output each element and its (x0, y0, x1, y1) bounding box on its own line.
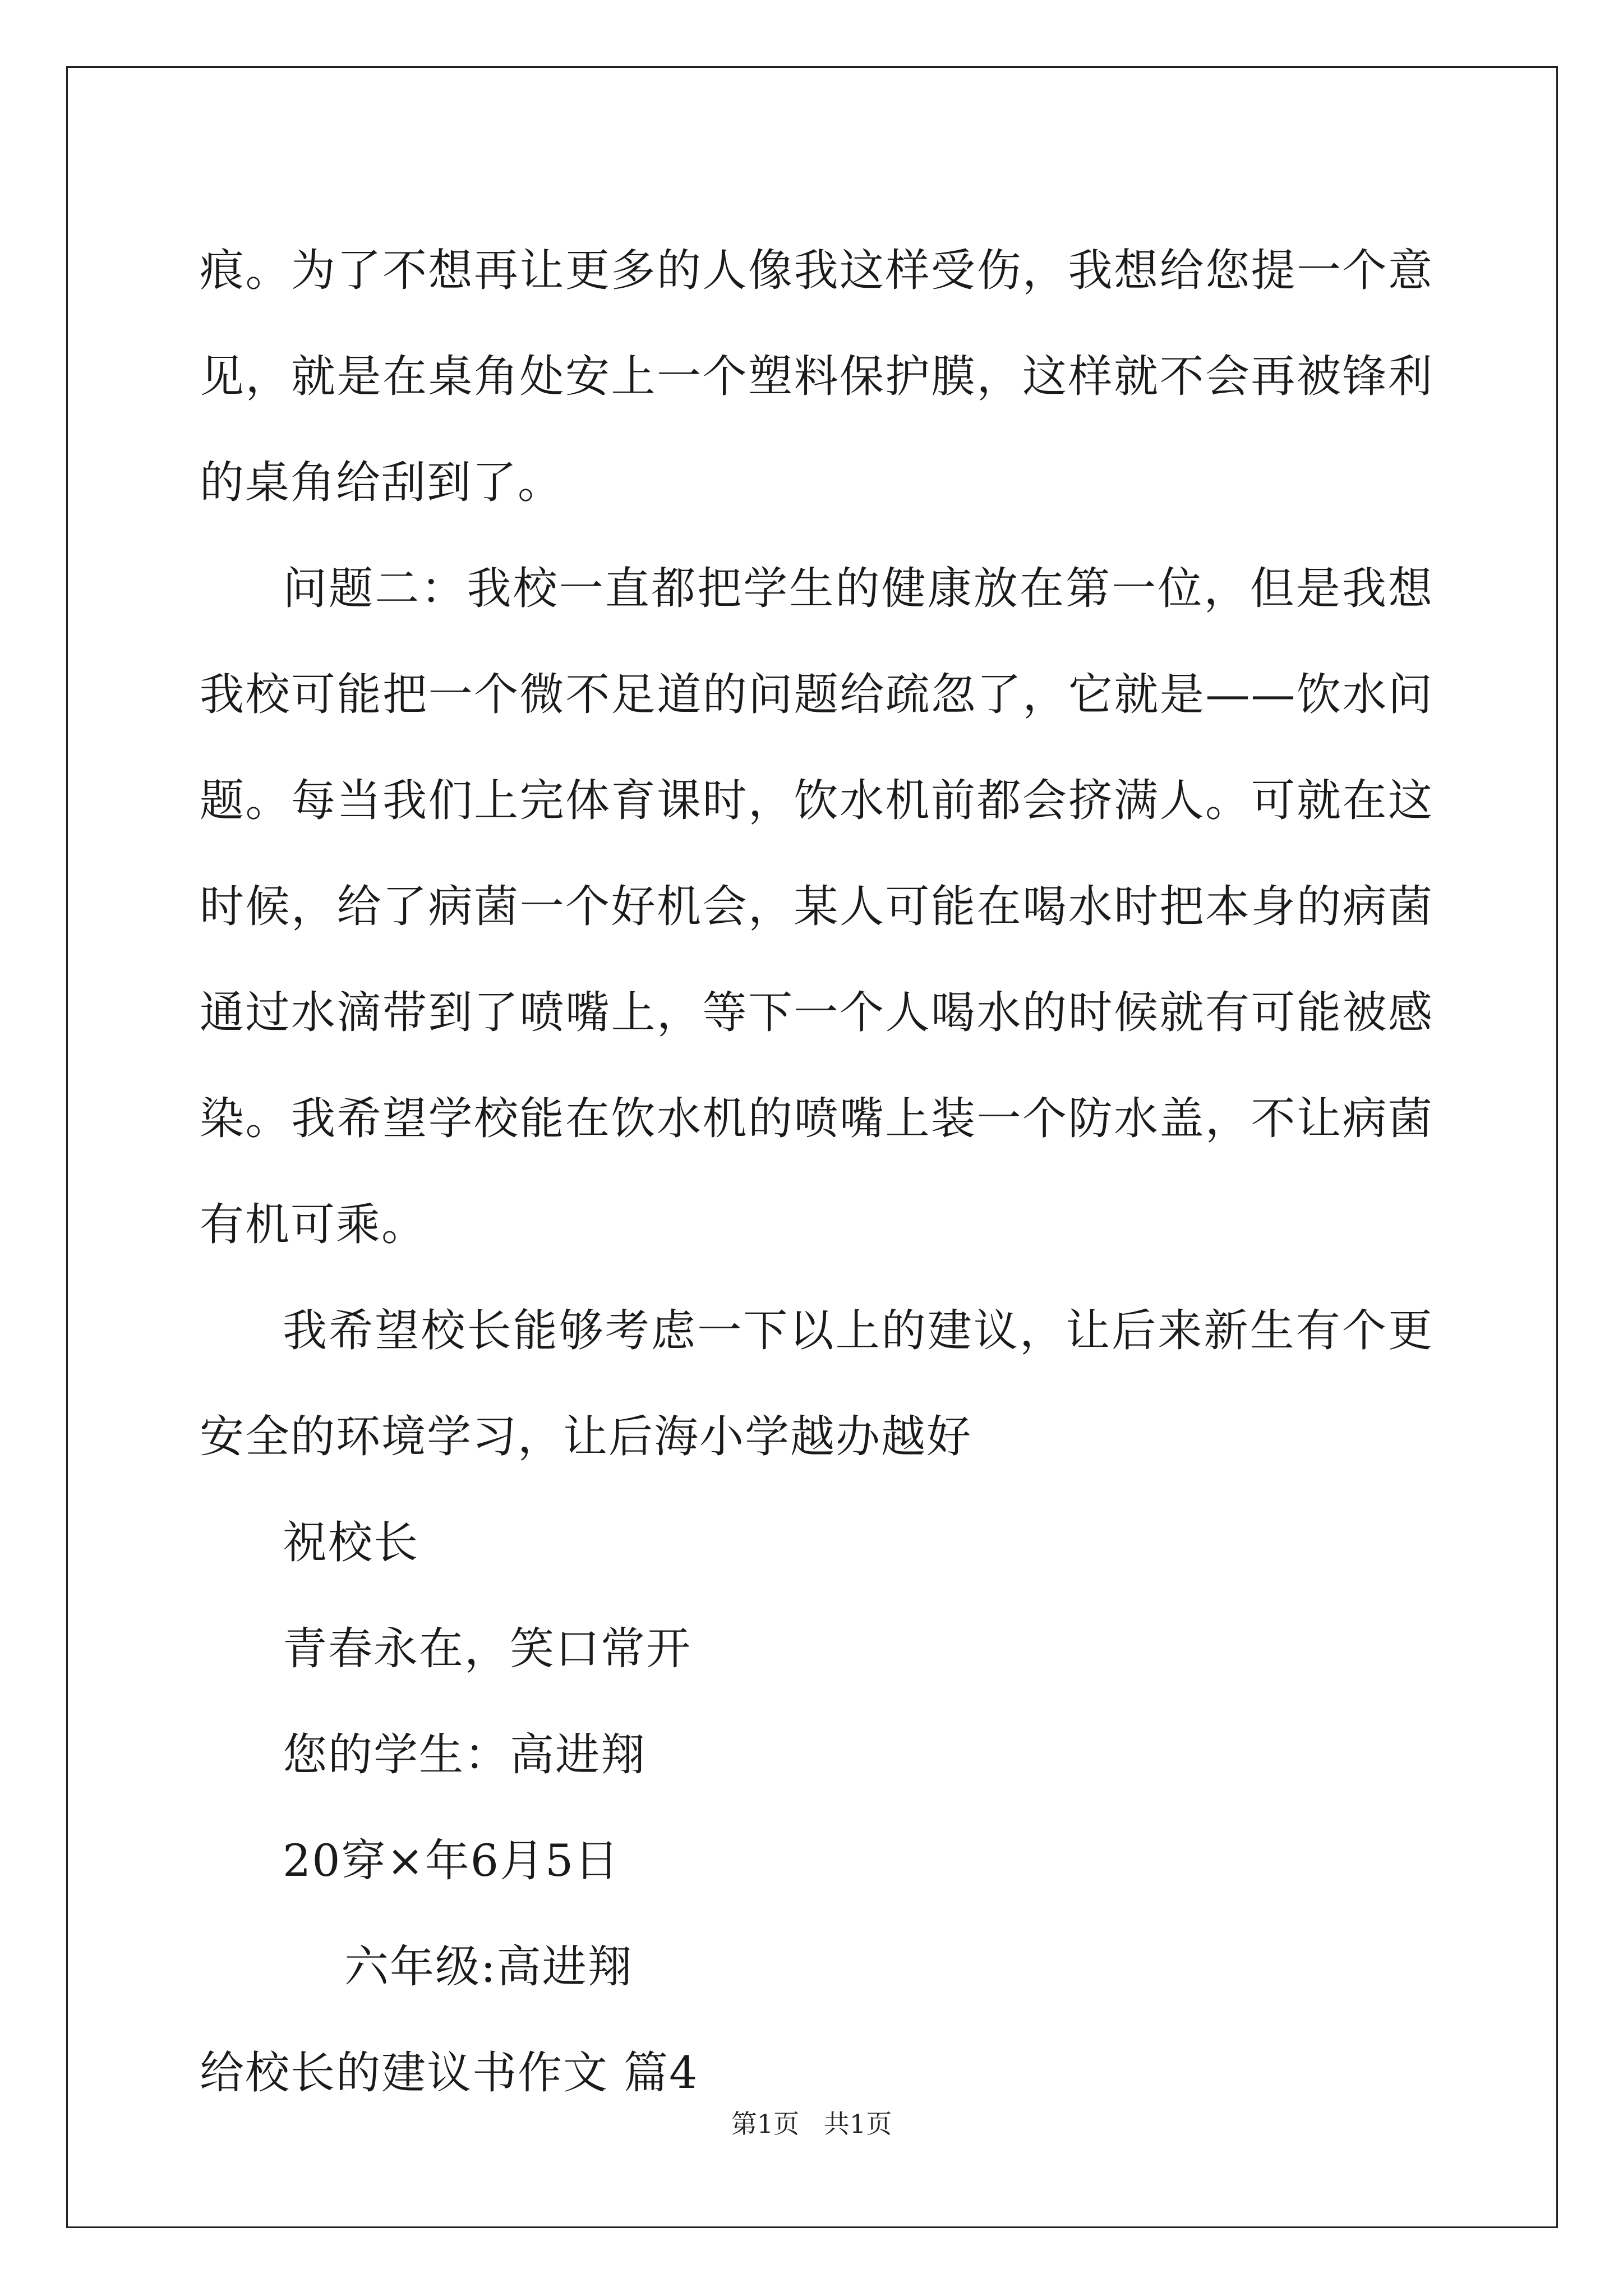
paragraph-continuation: 痕。为了不想再让更多的人像我这样受伤，我想给您提一个意见，就是在桌角处安上一个塑料保护膜，这样就不会再被锋利的桌角给刮到了。 (200, 245, 1433, 508)
closing-date: 20穿×年6月5日 (283, 1835, 620, 1887)
next-essay-title: 给校长的建议书作文 篇4 (200, 2047, 699, 2099)
closing-salutation: 祝校长 (283, 1517, 419, 1568)
closing-class-signature: 六年级:高进翔 (344, 1941, 633, 1993)
closing-signature: 您的学生：高进翔 (283, 1729, 646, 1780)
page-footer: 第1页 共1页 (731, 2109, 892, 2139)
document-body (200, 218, 1433, 2126)
closing-wish: 青春永在，笑口常开 (283, 1623, 691, 1674)
paragraph-conclusion: 我希望校长能够考虑一下以上的建议，让后来新生有个更安全的环境学习，让后海小学越办越好 (200, 1305, 1433, 1462)
paragraph-problem-two: 问题二：我校一直都把学生的健康放在第一位，但是我想我校可能把一个微不足道的问题给疏忽了，它就是——饮水问题。每当我们上完体育课时，饮水机前都会挤满人。可就在这时候，给了病菌一个好机会，某人可能在喝水时把本身的病菌通过水滴带到了喷嘴上，等下一个人喝水的时候就有可能被感染。我希望学校能在饮水机的喷嘴上装一个防水盖，不让病菌有机可乘。 (200, 563, 1433, 1250)
